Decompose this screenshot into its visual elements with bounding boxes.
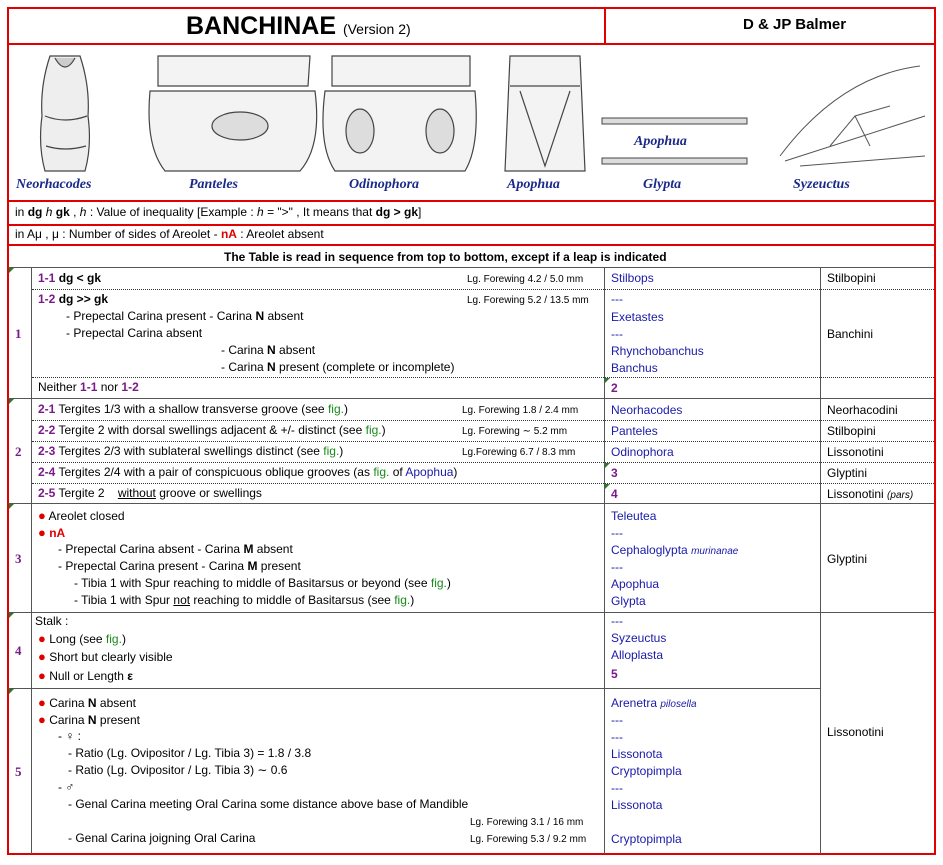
forewing-length: Lg. Forewing 1.8 / 2.4 mm (462, 405, 579, 416)
genus-link[interactable]: Syzeuctus (611, 631, 667, 645)
tribe-name: Lissonotini (827, 445, 884, 459)
genus-placeholder: --- (611, 292, 623, 306)
genus-placeholder: --- (611, 713, 623, 727)
grid-col-1 (31, 268, 32, 854)
genus-link[interactable]: Exetastes (611, 310, 664, 324)
row-marker (605, 484, 610, 489)
apophua-drawing (505, 56, 585, 171)
genus-link[interactable]: Stilbops (611, 271, 654, 285)
tribe-name: Banchini (827, 327, 874, 341)
row-rule (32, 377, 934, 378)
row-marker (9, 613, 14, 618)
couplet-1-neither: Neither 1-1 nor 1-2 (38, 380, 139, 394)
character-line: - ♂ (58, 780, 75, 794)
tribe-name: Neorhacodini (827, 403, 898, 417)
tribe-name: Lissonotini (pars) (827, 487, 914, 501)
row-marker (9, 504, 14, 509)
row-marker (9, 689, 14, 694)
caption-glypta: Glypta (643, 177, 682, 192)
character-line: ● Short but clearly visible (38, 649, 173, 664)
character-line: - Genal Carina joigning Oral Carina (68, 831, 256, 845)
frame-line (7, 244, 936, 246)
page-title: BANCHINAE (Version 2) (186, 12, 411, 40)
caption-apophua-leg: Apophua (634, 134, 687, 149)
tribe-name: Glyptini (827, 466, 868, 480)
section-rule (8, 398, 934, 399)
genus-link[interactable]: Arenetra pilosella (611, 696, 697, 710)
couplet-2-5: 2-5 Tergite 2 without groove or swellings (38, 486, 262, 500)
section-rule (8, 503, 934, 504)
instruction-rule (8, 267, 934, 268)
character-line: - Prepectal Carina present - Carina M present (58, 559, 301, 573)
character-line: - Carina N present (complete or incomplete) (221, 360, 455, 374)
genus-link[interactable]: Cephaloglypta murinanae (611, 543, 739, 557)
character-line: ● Carina N absent (38, 695, 136, 710)
forewing-length: Lg.Forewing 6.7 / 8.3 mm (462, 447, 576, 458)
header-divider (604, 7, 606, 44)
caption-syzeuctus: Syzeuctus (793, 177, 850, 192)
neorhacodes-drawing (41, 56, 90, 171)
caption-neorhacodes: Neorhacodes (16, 177, 92, 192)
character-line: - Prepectal Carina absent (66, 326, 203, 340)
genus-link[interactable]: Apophua (611, 577, 660, 591)
character-line: - Prepectal Carina present - Carina N absent (66, 309, 304, 323)
couplet-2-3: 2-3 Tergites 2/3 with sublateral swellings distinct (see fig.) (38, 444, 344, 458)
caption-odinophora: Odinophora (349, 177, 420, 192)
genus-link[interactable]: Cryptopimpla (611, 832, 682, 846)
row-rule (32, 483, 934, 484)
character-line: - Tibia 1 with Spur not reaching to middle of Basitarsus (see fig.) (74, 593, 415, 607)
genus-placeholder: --- (611, 781, 623, 795)
row-rule (32, 462, 934, 463)
genus-link[interactable]: Cryptopimpla (611, 764, 682, 778)
genus-link[interactable]: Lissonota (611, 747, 663, 761)
row-rule (32, 289, 934, 290)
forewing-length: Lg. Forewing 4.2 / 5.0 mm (467, 274, 584, 285)
row-marker (9, 268, 14, 273)
section-number: 1 (15, 326, 22, 341)
genus-link[interactable]: Neorhacodes (611, 403, 683, 417)
caption-apophua: Apophua (507, 177, 560, 192)
row-marker (9, 399, 14, 404)
forewing-length: Lg. Forewing 5.3 / 9.2 mm (470, 834, 587, 845)
couplet-2-2: 2-2 Tergite 2 with dorsal swellings adjacent & +/- distinct (see fig.) (38, 423, 386, 437)
character-line: - Carina N absent (221, 343, 316, 357)
frame-bottom (7, 853, 936, 855)
character-line: - Genal Carina meeting Oral Carina some distance above base of Mandible (68, 797, 469, 811)
section-number: 5 (15, 764, 22, 779)
figure-strip (10, 46, 934, 200)
note-inequality: in dg h gk , h : Value of inequality [Example : h = ">" , It means that dg > gk] (15, 205, 422, 219)
forewing-length: Lg. Forewing 5.2 / 13.5 mm (467, 295, 589, 306)
jump-link[interactable]: 5 (611, 667, 618, 681)
grid-col-2 (604, 268, 605, 854)
character-line: ● Null or Length ε (38, 668, 133, 683)
jump-link[interactable]: 4 (611, 487, 618, 501)
character-line: - Ratio (Lg. Ovipositor / Lg. Tibia 3) ∼ 0.6 (68, 763, 288, 777)
section-rule (8, 688, 821, 689)
forewing-length: Lg. Forewing 3.1 / 16 mm (470, 817, 584, 828)
character-line: - Prepectal Carina absent - Carina M absent (58, 542, 293, 556)
frame-line (7, 200, 936, 202)
genus-placeholder: --- (611, 614, 623, 628)
genus-placeholder: --- (611, 327, 623, 341)
genus-link[interactable]: Lissonota (611, 798, 663, 812)
genus-link[interactable]: Glypta (611, 594, 646, 608)
panteles-drawing (149, 56, 317, 171)
couplet-2-4: 2-4 Tergites 2/4 with a pair of conspicuous oblique grooves (as fig. of Apophua) (38, 465, 458, 479)
genus-link[interactable]: Alloplasta (611, 648, 664, 662)
character-line: ● Carina N present (38, 712, 140, 727)
tribe-name: Stilbopini (827, 424, 876, 438)
section-number: 3 (15, 551, 22, 566)
frame-right (934, 7, 936, 855)
character-line: ● nA (38, 525, 66, 540)
row-marker (605, 463, 610, 468)
section-number: 4 (15, 643, 22, 658)
note-areolet: in Aμ , μ : Number of sides of Areolet - nA : Areolet absent (15, 227, 324, 241)
character-line: ● Areolet closed (38, 508, 125, 523)
caption-panteles: Panteles (189, 177, 238, 192)
character-line: - ♀ : (58, 729, 81, 743)
tribe-name: Glyptini (827, 552, 868, 566)
frame-left (7, 7, 9, 855)
authors: D & JP Balmer (743, 16, 847, 33)
character-line: ● Long (see fig.) (38, 631, 126, 646)
character-line: - Tibia 1 with Spur reaching to middle of Basitarsus or beyond (see fig.) (74, 576, 451, 590)
genus-link[interactable]: Rhynchobanchus (611, 344, 704, 358)
character-line: Stalk : (35, 614, 69, 628)
section-rule (8, 612, 934, 613)
forewing-length: Lg. Forewing ∼ 5.2 mm (462, 426, 568, 437)
syzeuctus-drawing (780, 66, 925, 166)
genus-link[interactable]: Banchus (611, 361, 658, 375)
genus-placeholder: --- (611, 560, 623, 574)
grid-col-3 (820, 268, 821, 854)
row-marker (605, 378, 610, 383)
frame-line (7, 224, 936, 226)
couplet-2-1: 2-1 Tergites 1/3 with a shallow transverse groove (see fig.) (38, 402, 348, 416)
jump-link[interactable]: 2 (611, 381, 618, 395)
tribe-name: Stilbopini (827, 271, 876, 285)
genus-placeholder: --- (611, 526, 623, 540)
genus-link[interactable]: Panteles (611, 424, 658, 438)
row-rule (32, 420, 934, 421)
odinophora-drawing (323, 56, 476, 171)
frame-line (7, 43, 936, 45)
genus-link[interactable]: Teleutea (611, 509, 657, 523)
character-line: - Ratio (Lg. Ovipositor / Lg. Tibia 3) = 1.8 / 3.8 (68, 746, 312, 760)
couplet-1-1: 1-1 dg < gk (38, 271, 102, 285)
genus-link[interactable]: Odinophora (611, 445, 674, 459)
tribe-name: Lissonotini (827, 725, 884, 739)
reading-instruction: The Table is read in sequence from top to bottom, except if a leap is indicated (224, 250, 667, 264)
section-number: 2 (15, 444, 22, 459)
genus-placeholder: --- (611, 730, 623, 744)
frame-top (7, 7, 936, 9)
row-rule (32, 441, 934, 442)
couplet-1-2: 1-2 dg >> gk (38, 292, 109, 306)
jump-link[interactable]: 3 (611, 466, 618, 480)
